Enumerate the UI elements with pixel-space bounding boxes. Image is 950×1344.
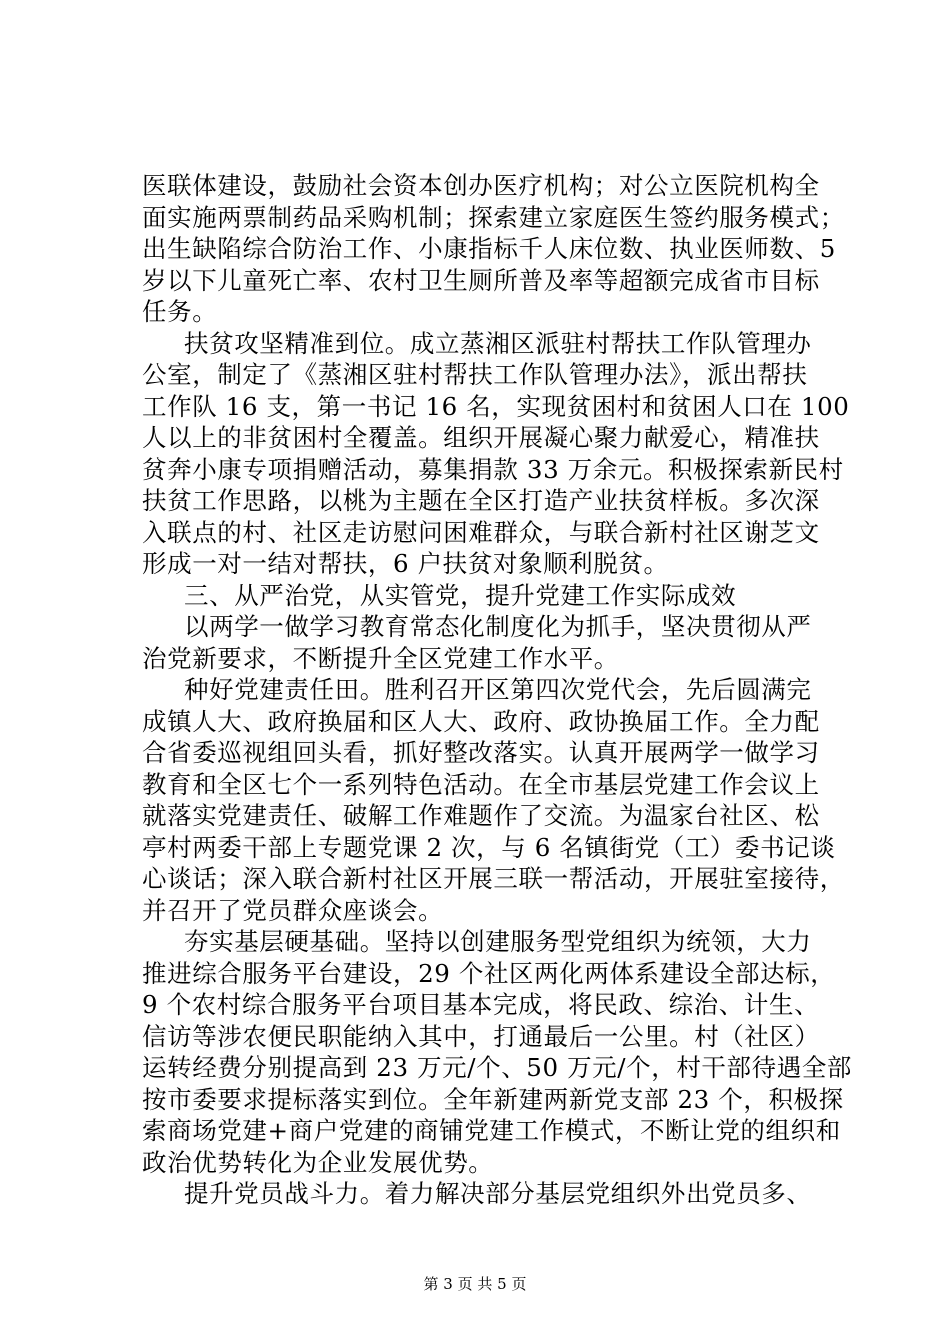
document-body [142,170,853,1210]
text-line: 任务。 [142,297,218,326]
text-line: 工作队 16 支，第一书记 16 名，实现贫困村和贫困人口在 100 [142,391,850,421]
page-footer: 第 3 页 共 5 页 [423,1275,527,1293]
text-line: 扶贫攻坚精准到位。成立蒸湘区派驻村帮扶工作队管理办 [184,328,812,358]
text-line: 岁以下儿童死亡率、农村卫生厕所普及率等超额完成省市目标 [142,265,820,295]
text-line: 就落实党建责任、破解工作难题作了交流。为温家台社区、松 [142,801,820,830]
text-line: 治党新要求，不断提升全区党建工作水平。 [142,643,619,673]
text-line: 亭村两委干部上专题党课 2 次，与 6 名镇街党（工）委书记谈 [142,832,836,862]
text-line: 政治优势转化为企业发展优势。 [142,1147,494,1177]
text-line: 入联点的村、社区走访慰问困难群众，与联合新村社区谢芝文 [142,517,820,547]
text-line: 9 个农村综合服务平台项目基本完成，将民政、综治、计生、 [142,990,820,1019]
text-line: 面实施两票制药品采购机制；探索建立家庭医生签约服务模式； [142,202,845,232]
text-line: 扶贫工作思路，以桃为主题在全区打造产业扶贫样板。多次深 [142,486,820,515]
text-line: 提升党员战斗力。着力解决部分基层党组织外出党员多、 [184,1179,812,1208]
text-line: 夯实基层硬基础。坚持以创建服务型党组织为统领，大力 [184,927,812,956]
text-line: 教育和全区七个一系列特色活动。在全市基层党建工作会议上 [142,769,820,799]
text-line: 信访等涉农便民职能纳入其中，打通最后一公里。村（社区） [142,1021,820,1051]
text-line: 运转经费分别提高到 23 万元/个、50 万元/个，村干部待遇全部 [142,1053,853,1082]
text-line: 索商场党建+商户党建的商铺党建工作模式，不断让党的组织和 [142,1116,841,1145]
text-line: 合省委巡视组回头看，抓好整改落实。认真开展两学一做学习 [142,738,820,767]
text-line: 公室，制定了《蒸湘区驻村帮扶工作队管理办法》，派出帮扶 [142,360,808,389]
text-line: 形成一对一结对帮扶，6 户扶贫对象顺利脱贫。 [142,549,669,578]
text-line: 成镇人大、政府换届和区人大、政府、政协换届工作。全力配 [142,706,820,736]
text-line: 以两学一做学习教育常态化制度化为抓手，坚决贯彻从严 [184,612,812,641]
text-line: 三、从严治党，从实管党，提升党建工作实际成效 [184,580,737,610]
text-line: 种好党建责任田。胜利召开区第四次党代会，先后圆满完 [184,675,812,704]
text-line: 出生缺陷综合防治工作、小康指标千人床位数、执业医师数、5 [142,234,836,263]
text-line: 贫奔小康专项捐赠活动，募集捐款 33 万余元。积极探索新民村 [142,454,844,484]
text-line: 人以上的非贫困村全覆盖。组织开展凝心聚力献爱心，精准扶 [142,423,820,452]
text-line: 心谈话；深入联合新村社区开展三联一帮活动，开展驻室接待， [142,864,845,893]
text-line: 并召开了党员群众座谈会。 [142,895,444,925]
text-line: 按市委要求提标落实到位。全年新建两新党支部 23 个，积极探 [142,1084,844,1114]
text-line: 医联体建设，鼓励社会资本创办医疗机构；对公立医院机构全 [142,171,820,200]
text-line: 推进综合服务平台建设，29 个社区两化两体系建设全部达标， [142,958,836,988]
